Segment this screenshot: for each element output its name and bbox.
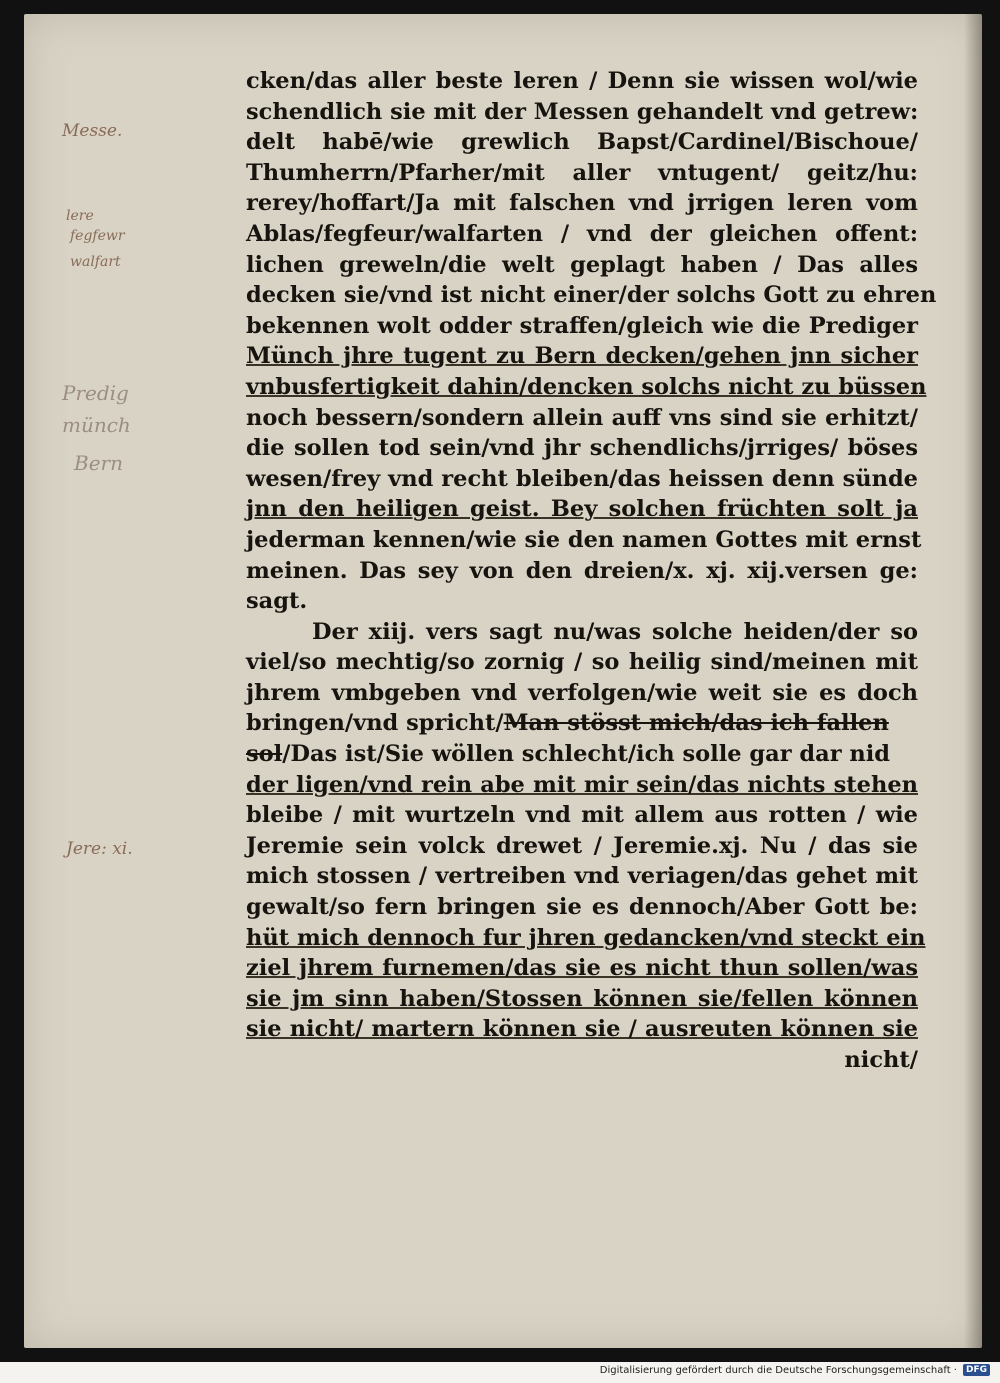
text-line: Ablas/fegfeur/walfarten / vnd der gleichen offent:	[246, 220, 918, 247]
main-text-block	[246, 66, 937, 1076]
text-line: nicht/	[844, 1047, 918, 1073]
text-line: Münch jhre tugent zu Bern decken/gehen jnn sicher	[246, 343, 918, 370]
margin-note-predig: Predig	[62, 381, 129, 405]
text-line: die sollen tod sein/vnd jhr schendlichs/jrriges/ böses	[246, 435, 918, 462]
text-line: rerey/hoffart/Ja mit falschen vnd jrrigen leren vom	[246, 190, 918, 217]
text-line: bekennen wolt odder straffen/gleich wie die Prediger	[246, 312, 918, 339]
text-line	[246, 739, 918, 770]
text-line: lichen greweln/die welt geplagt haben / Das alles	[246, 251, 918, 278]
dfg-logo: DFG	[963, 1364, 990, 1376]
margin-note-messe: Messe.	[62, 121, 123, 141]
margin-note-walfart: walfart	[70, 254, 121, 270]
text-line: ziel jhrem furnemen/das sie es nicht thun sollen/was	[246, 955, 918, 982]
struck-through-text: sol	[246, 741, 283, 768]
text-line: Jeremie sein volck drewet / Jeremie.xj. Nu / das sie	[246, 832, 918, 859]
page-edge-shadow	[964, 14, 982, 1348]
digitization-credit	[600, 1364, 990, 1376]
text-line: mich stossen / vertreiben vnd veriagen/das gehet mit	[246, 863, 918, 890]
text-line: delt habē/wie grewlich Bapst/Cardinel/Bischoue/	[246, 129, 918, 156]
margin-note-muench: münch	[62, 413, 131, 437]
margin-note-jeremie: Jere: xi.	[66, 839, 133, 859]
text-line: meinen. Das sey von den dreien/x. xj. xij.versen ge:	[246, 557, 918, 584]
text-line: bleibe / mit wurtzeln vnd mit allem aus rotten / wie	[246, 802, 918, 829]
margin-note-lere: lere	[66, 208, 94, 224]
text-line: jederman kennen/wie sie den namen Gottes mit ernst	[246, 526, 922, 553]
text-line: sagt.	[246, 588, 308, 615]
text-line: Der xiij. vers sagt nu/was solche heiden/der so	[312, 618, 918, 645]
text-line: wesen/frey vnd recht bleiben/das heissen denn sünde	[246, 465, 918, 492]
text-line: der ligen/vnd rein abe mit mir sein/das nichts stehen	[246, 771, 918, 798]
text-line: sie jm sinn haben/Stossen können sie/fellen können	[246, 985, 918, 1012]
text-line: decken sie/vnd ist nicht einer/der solchs Gott zu ehren	[246, 282, 937, 309]
text-line: jhrem vmbgeben vnd verfolgen/wie weit sie es doch	[246, 679, 918, 706]
text-line: schendlich sie mit der Messen gehandelt vnd getrew:	[246, 98, 919, 125]
text-line: sie nicht/ martern können sie / ausreuten können sie	[246, 1016, 918, 1043]
text-line: viel/so mechtig/so zornig / so heilig sind/meinen mit	[246, 649, 918, 676]
margin-note-bern: Bern	[74, 451, 123, 475]
text-segment: /Das ist/Sie wöllen schlecht/ich solle gar dar nid	[282, 741, 891, 768]
struck-through-text: Man stösst mich/das ich fallen	[503, 710, 889, 737]
text-line	[246, 708, 918, 739]
text-line: noch bessern/sondern allein auff vns sind sie erhitzt/	[246, 404, 918, 431]
text-line: gewalt/so fern bringen sie es dennoch/Aber Gott be:	[246, 894, 918, 921]
text-line: Thumherrn/Pfarher/mit aller vntugent/ geitz/hu:	[246, 159, 918, 186]
text-line: jnn den heiligen geist. Bey solchen früchten solt ja	[246, 496, 918, 523]
text-line: hüt mich dennoch fur jhren gedancken/vnd steckt ein	[246, 924, 926, 951]
text-line: vnbusfertigkeit dahin/dencken solchs nicht zu büssen	[246, 373, 927, 400]
text-line: cken/das aller beste leren / Denn sie wissen wol/wie	[246, 68, 918, 94]
text-segment: bringen/vnd spricht/	[246, 710, 504, 737]
credit-text: Digitalisierung gefördert durch die Deutsche Forschungsgemeinschaft ·	[599, 1364, 957, 1376]
margin-note-fegfewr: fegfewr	[70, 228, 125, 244]
